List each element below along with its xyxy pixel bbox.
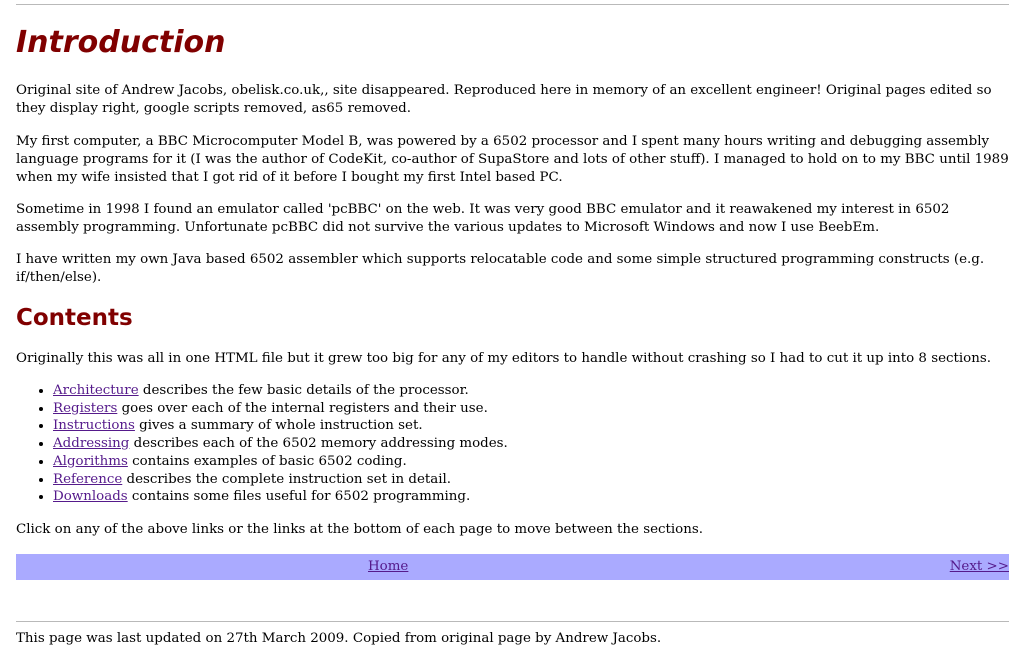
navigation-bar [16,554,1009,580]
contents-heading: Contents [16,305,133,331]
list-item-text: describes the complete instruction set in detail. [122,471,452,487]
list-item-text: contains some files useful for 6502 programming. [127,489,471,505]
link-reference[interactable]: Reference [53,471,123,487]
link-algorithms[interactable]: Algorithms [53,453,128,469]
list-item [53,400,1024,418]
home-link[interactable]: Home [368,559,409,574]
intro-paragraph-4: I have written my own Java based 6502 assembler which supports relocatable code and some simple structured programming constructs (e.g. if/then/else). [16,252,985,285]
list-item [53,417,1024,435]
list-item-text: describes the few basic details of the processor. [138,383,469,398]
list-item [53,488,1024,506]
list-item-text: gives a summary of whole instruction set. [134,418,423,434]
contents-list [16,382,1024,506]
intro-paragraph-3: Sometime in 1998 I found an emulator called 'pcBBC' on the web. It was very good BBC emulator and it reawakened my interest in 6502 assembly programming. Unfortunate pcBBC did not survive the various updates to Microsoft Windows and now I use BeebEm. [16,202,950,235]
list-item [53,471,1024,489]
intro-paragraph-1: Original site of Andrew Jacobs, obelisk.co.uk,, site disappeared. Reproduced here in memory of an excellent engineer! Original pages edited so they display right, google scripts removed, as65 removed. [16,83,992,116]
intro-paragraph-2: My first computer, a BBC Microcomputer Model B, was powered by a 6502 processor and I spent many hours writing and debugging assembly language programs for it (I was the author of CodeKit, co-author of SupaStore and lots of other stuff). I managed to hold on to my BBC until 1989 when my wife insisted that I got rid of it before I bought my first Intel based PC. [16,134,1009,185]
list-item-text: describes each of the 6502 memory addressing modes. [129,436,508,452]
list-item [53,453,1024,471]
link-architecture[interactable]: Architecture [53,383,139,398]
top-divider [16,4,1009,5]
link-registers[interactable]: Registers [53,400,118,416]
next-link[interactable]: Next >> [949,559,1009,574]
footer-text: This page was last updated on 27th March 2009. Copied from original page by Andrew Jacobs. [16,631,662,646]
list-item-text: goes over each of the internal registers and their use. [117,400,488,416]
list-item-text: contains examples of basic 6502 coding. [127,453,407,469]
link-downloads[interactable]: Downloads [53,489,128,505]
contents-closing: Click on any of the above links or the links at the bottom of each page to move between the sections. [16,522,703,537]
link-instructions[interactable]: Instructions [53,418,135,434]
bottom-divider [16,621,1009,622]
list-item [53,382,1024,400]
list-item [53,435,1024,453]
page-title: Introduction [16,25,226,60]
contents-lead: Originally this was all in one HTML file but it grew too big for any of my editors to handle without crashing so I had to cut it up into 8 sections. [16,351,991,366]
link-addressing[interactable]: Addressing [53,436,130,452]
